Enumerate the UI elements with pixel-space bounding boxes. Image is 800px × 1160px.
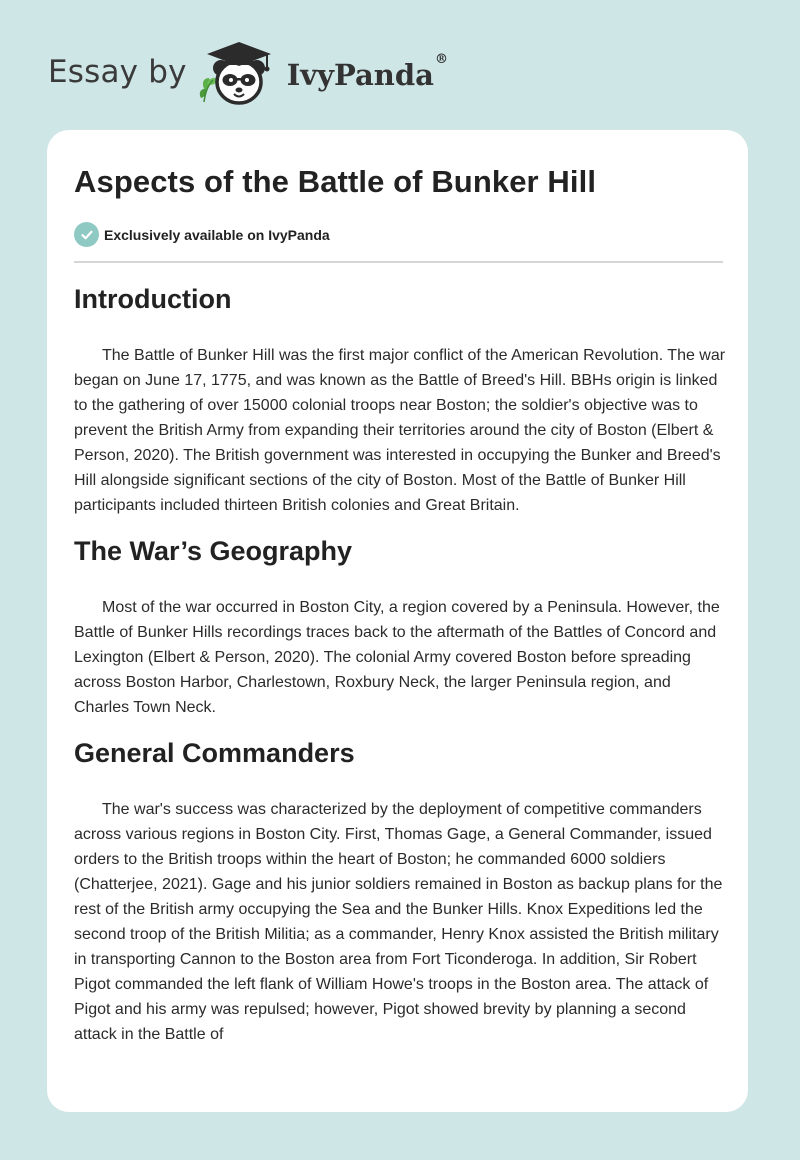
check-icon [74, 222, 99, 247]
brand-name [286, 52, 448, 92]
section-body-introduction: The Battle of Bunker Hill was the first major conflict of the American Revolution. The war began on June 17, 1775, and was known as the Battle of Breed's Hill. BBHs origin is linked to the gathering of over 15000 colonial troops near Boston; the soldier's objective was to prevent the British Army from expanding their territories around the city of Boston (Elbert & Person, 2020). The British government was interested in occupying the Bunker and Breed's Hill alongside significant sections of the city of Boston. Most of the Battle of Bunker Hill participants included thirteen British colonies and Great Britain. [74, 347, 726, 514]
exclusive-label: Exclusively available on IvyPanda [104, 226, 330, 243]
section-body-commanders: The war's success was characterized by the deployment of competitive commanders across various regions in Boston City. First, Thomas Gage, a General Commander, issued orders to the British troops within the heart of Boston; he commanded 6000 soldiers (Chatterjee, 2021). Gage and his junior soldiers remained in Boston as backup plans for the rest of the British army occupying the Sea and the Bunker Hills. Knox Expeditions led the second troop of the British Militia; as a commander, Henry Knox assisted the British military in transporting Cannon to the Boston area from Fort Ticonderoga. In addition, Sir Robert Pigot commanded the left flank of William Howe's troops in the Boston area. The attack of Pigot and his army was repulsed; however, Pigot showed brevity by planning a second attack in the Battle of [74, 801, 723, 1043]
exclusive-badge [74, 222, 330, 247]
essay-by-label: Essay by [48, 54, 187, 90]
registered-mark: ® [434, 52, 448, 67]
site-header [48, 34, 448, 110]
article-card [47, 130, 748, 1112]
ivypanda-brand-link[interactable] [195, 34, 448, 110]
section-heading-introduction: Introduction [74, 284, 232, 314]
title-divider [74, 261, 723, 263]
section-heading-geography: The War’s Geography [74, 536, 353, 566]
brand-text: IvyPanda [286, 58, 434, 92]
page-title: Aspects of the Battle of Bunker Hill [74, 164, 597, 199]
section-heading-commanders: General Commanders [74, 738, 355, 768]
panda-graduate-logo-icon [195, 34, 283, 110]
section-body-geography: Most of the war occurred in Boston City, a region covered by a Peninsula. However, the Battle of Bunker Hills recordings traces back to the aftermath of the Battles of Concord and Lexington (Elbert & Person, 2020). The colonial Army covered Boston before spreading across Boston Harbor, Charlestown, Roxbury Neck, the larger Peninsula region, and Charles Town Neck. [74, 599, 720, 716]
